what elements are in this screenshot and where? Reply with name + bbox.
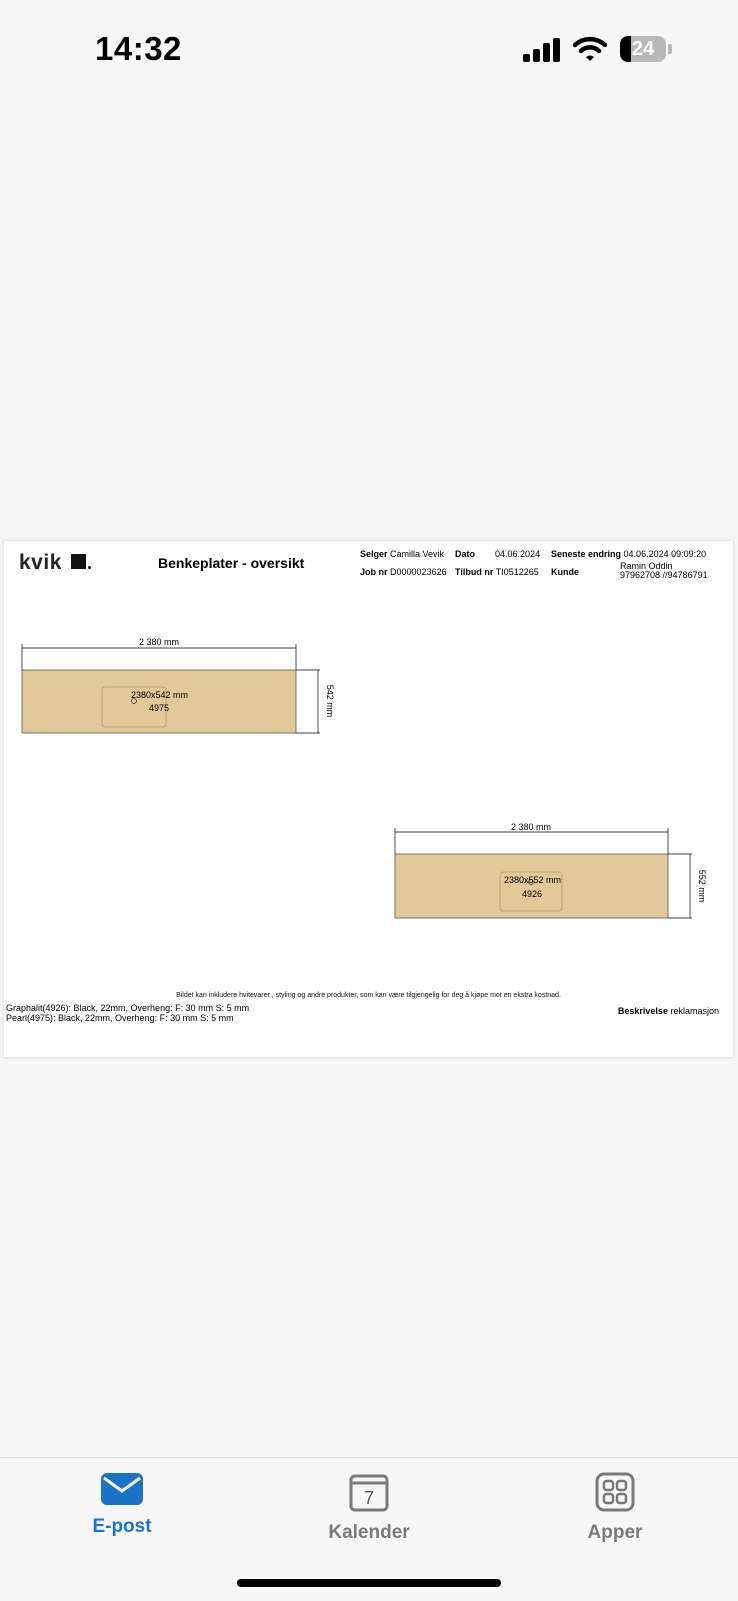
cellular-signal-icon: [523, 38, 563, 62]
document-title: Benkeplater - oversikt: [158, 555, 305, 571]
kunde-label: Kunde: [551, 567, 579, 577]
board-2-code: 4926: [522, 889, 543, 899]
dato-label: Dato: [455, 549, 475, 559]
tab-kalender-label: Kalender: [328, 1522, 410, 1543]
battery-level: 24: [631, 38, 655, 60]
board-1-surface: [22, 670, 296, 733]
countertop-drawing: [4, 541, 733, 1057]
wifi-icon: [573, 36, 607, 62]
tilbud-field: Tilbud nr TI0512265: [455, 567, 539, 577]
board-1: [22, 637, 335, 733]
board-1-width-dimension: 2 380 mm: [138, 637, 180, 647]
beskrivelse-field: Beskrivelse reklamasjon: [617, 1006, 719, 1016]
home-indicator[interactable]: [237, 1579, 501, 1587]
board-2-size: 2380x552 mm: [504, 875, 562, 885]
seneste-endring-field: Seneste endring 04.06.2024 09:09:20: [551, 549, 707, 559]
tab-e-post[interactable]: [57, 1472, 187, 1538]
document-preview[interactable]: [4, 541, 733, 1057]
battery-icon: [620, 36, 672, 62]
board-1-size: 2380x542 mm: [131, 690, 189, 700]
tab-apper-label: Apper: [587, 1522, 643, 1543]
dato-value: 04.06.2024: [495, 549, 541, 559]
tab-e-post-label: E-post: [92, 1516, 152, 1537]
board-2: [395, 822, 707, 918]
status-time: 14:32: [95, 30, 182, 67]
calendar-icon: [349, 1472, 389, 1512]
spec-line-2: Pearl(4975): Black, 22mm, Overheng: F: 30 mm S: 5 mm: [6, 1013, 234, 1023]
tab-apper[interactable]: [550, 1472, 680, 1544]
board-1-code: 4975: [149, 703, 170, 713]
disclaimer-text: Bildet kan inkludere hvitevarer , styling og andre produkter, som kan være tilgjengelig for deg å kjøpe mot en ekstra kostnad.: [176, 992, 561, 999]
board-2-surface: [395, 854, 668, 918]
board-1-depth-dimension: 542 mm: [325, 684, 335, 718]
apps-grid-icon: [595, 1472, 635, 1512]
tab-kalender[interactable]: [304, 1472, 434, 1544]
calendar-day: 7: [363, 1488, 375, 1508]
kunde-value: Ramin Oddin 97962708 //94786791: [620, 561, 708, 580]
mail-icon: [100, 1472, 144, 1506]
jobnr-field: Job nr D0000023626: [360, 567, 447, 577]
kvik-logo: kvik: [19, 551, 62, 574]
spec-line-1: Graphalit(4926): Black, 22mm, Overheng: F: 30 mm S: 5 mm: [6, 1003, 250, 1013]
selger-field: Selger Camilla Vevik: [360, 549, 445, 559]
board-2-width-dimension: 2 380 mm: [510, 822, 552, 832]
board-2-depth-dimension: 552 mm: [697, 869, 707, 903]
